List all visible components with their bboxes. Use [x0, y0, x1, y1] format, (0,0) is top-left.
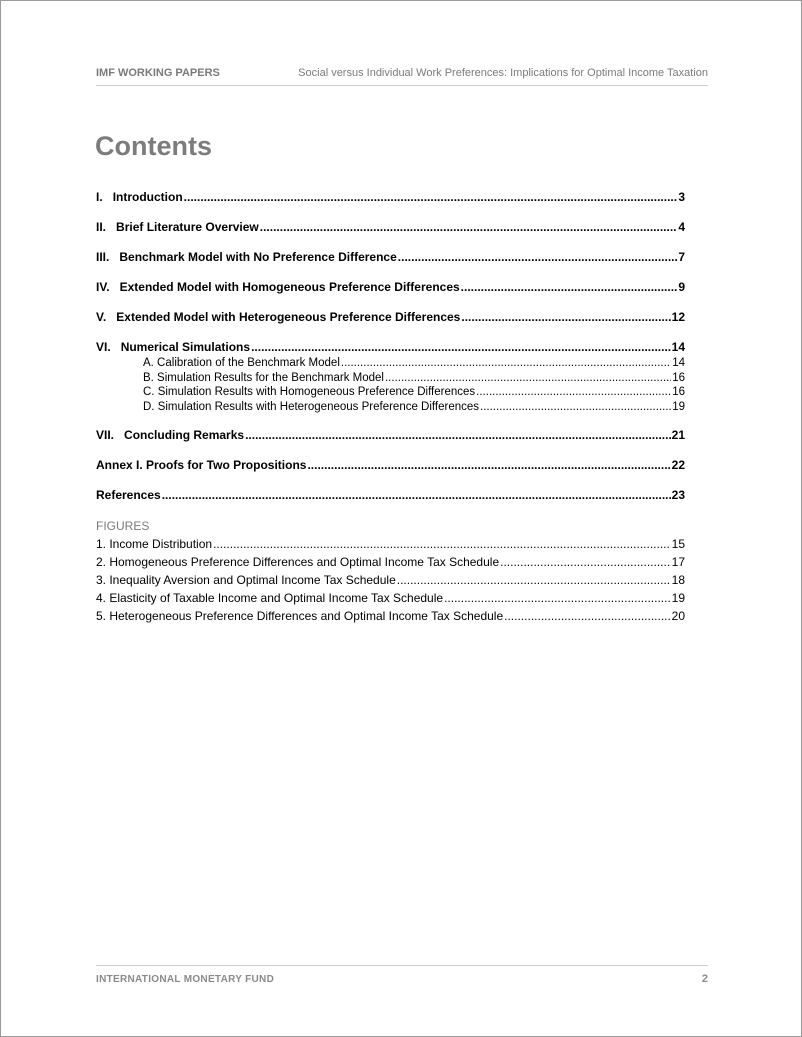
toc-entry-page: 21	[671, 428, 685, 442]
dot-leader	[461, 309, 670, 326]
toc-entry-label: Introduction	[112, 190, 183, 204]
toc-entry-label: References	[96, 488, 161, 502]
dot-leader	[444, 589, 671, 607]
page-footer	[96, 965, 708, 988]
figure-entry-5[interactable]	[96, 607, 685, 625]
toc-entry-label: Extended Model with Homogeneous Preference Differences	[119, 280, 460, 294]
toc-group-numerical-simulations	[96, 339, 685, 414]
toc-entry-homogeneous-model[interactable]	[96, 279, 685, 296]
table-of-contents	[96, 189, 685, 625]
toc-entry-label: Concluding Remarks	[124, 428, 245, 442]
toc-entry-number: V.	[96, 310, 107, 324]
toc-entry-references[interactable]	[96, 487, 685, 504]
toc-subentry-page: 16	[672, 386, 685, 398]
toc-entry-page: 4	[678, 220, 685, 234]
toc-entry-label: Brief Literature Overview	[116, 220, 259, 234]
dot-leader	[307, 457, 670, 474]
figure-entry-page: 19	[671, 591, 685, 605]
page-header	[96, 67, 708, 86]
toc-entry-number: VI.	[96, 340, 111, 354]
figure-entry-page: 15	[671, 537, 685, 551]
dot-leader	[260, 219, 678, 236]
toc-entry-number: I.	[96, 190, 103, 204]
figure-entry-2[interactable]	[96, 553, 685, 571]
figure-entry-label: 3. Inequality Aversion and Optimal Income Tax Schedule	[96, 573, 396, 587]
header-paper-title: Social versus Individual Work Preferences: Implications for Optimal Income Taxation	[298, 67, 708, 79]
toc-subentry-label: A. Calibration of the Benchmark Model	[143, 357, 340, 369]
footer-organization: INTERNATIONAL MONETARY FUND	[96, 974, 275, 985]
toc-entry-heterogeneous-model[interactable]	[96, 309, 685, 326]
dot-leader	[251, 339, 671, 356]
toc-entry-concluding-remarks[interactable]	[96, 427, 685, 444]
dot-leader	[341, 356, 671, 371]
figure-entry-label: 4. Elasticity of Taxable Income and Optimal Income Tax Schedule	[96, 591, 444, 605]
toc-entry-number: VII.	[96, 428, 115, 442]
toc-entry-label: Benchmark Model with No Preference Difference	[119, 250, 397, 264]
toc-entry-literature[interactable]	[96, 219, 685, 236]
dot-leader	[213, 535, 671, 553]
toc-entry-benchmark-model[interactable]	[96, 249, 685, 266]
toc-entry-number: III.	[96, 250, 110, 264]
figure-entry-4[interactable]	[96, 589, 685, 607]
figure-entry-label: 5. Heterogeneous Preference Differences and Optimal Income Tax Schedule	[96, 609, 504, 623]
toc-entry-label: Extended Model with Heterogeneous Preference Differences	[116, 310, 461, 324]
figure-entry-3[interactable]	[96, 571, 685, 589]
toc-subentry-homogeneous-results[interactable]	[96, 385, 685, 400]
figure-entry-label: 1. Income Distribution	[96, 537, 213, 551]
toc-entry-page: 14	[671, 340, 685, 354]
dot-leader	[184, 189, 678, 206]
toc-entry-label: Annex I. Proofs for Two Propositions	[96, 458, 307, 472]
toc-subentry-page: 16	[672, 371, 685, 384]
toc-subentry-label: C. Simulation Results with Homogeneous Preference Differences	[143, 386, 476, 398]
toc-entry-page: 23	[671, 488, 685, 502]
toc-entry-page: 22	[671, 458, 685, 472]
toc-entry-page: 12	[671, 310, 685, 324]
figure-entry-page: 20	[671, 609, 685, 623]
toc-entry-number: II.	[96, 220, 107, 234]
dot-leader	[504, 607, 671, 625]
toc-entry-number: IV.	[96, 280, 110, 294]
toc-entry-numerical-simulations[interactable]	[96, 339, 685, 356]
toc-subentry-page: 19	[672, 400, 685, 413]
toc-entry-page: 7	[678, 250, 685, 264]
header-series-title: IMF WORKING PAPERS	[96, 67, 220, 79]
dot-leader	[385, 371, 671, 386]
toc-subentry-label: B. Simulation Results for the Benchmark Model	[143, 371, 384, 384]
dot-leader	[398, 249, 678, 266]
dot-leader	[476, 385, 671, 400]
toc-entry-introduction[interactable]	[96, 189, 685, 206]
toc-subentry-page: 14	[672, 357, 685, 369]
toc-subentry-benchmark-results[interactable]	[96, 371, 685, 386]
figures-heading: FIGURES	[96, 519, 150, 533]
figure-entry-1[interactable]	[96, 535, 685, 553]
dot-leader	[245, 427, 671, 444]
toc-subentry-calibration[interactable]	[96, 356, 685, 371]
toc-entry-label: Numerical Simulations	[120, 340, 251, 354]
page-title: Contents	[95, 131, 212, 161]
dot-leader	[500, 553, 671, 571]
figure-entry-label: 2. Homogeneous Preference Differences and Optimal Income Tax Schedule	[96, 555, 500, 569]
dot-leader	[461, 279, 678, 296]
footer-page-number: 2	[701, 973, 708, 985]
toc-entry-annex[interactable]	[96, 457, 685, 474]
toc-entry-page: 3	[678, 190, 685, 204]
dot-leader	[397, 571, 671, 589]
figure-entry-page: 17	[671, 555, 685, 569]
dot-leader	[162, 487, 671, 504]
toc-subentry-heterogeneous-results[interactable]	[96, 400, 685, 415]
toc-subentry-label: D. Simulation Results with Heterogeneous Preference Differences	[143, 400, 480, 413]
toc-entry-page: 9	[678, 280, 685, 294]
dot-leader	[480, 400, 671, 415]
figure-entry-page: 18	[671, 573, 685, 587]
